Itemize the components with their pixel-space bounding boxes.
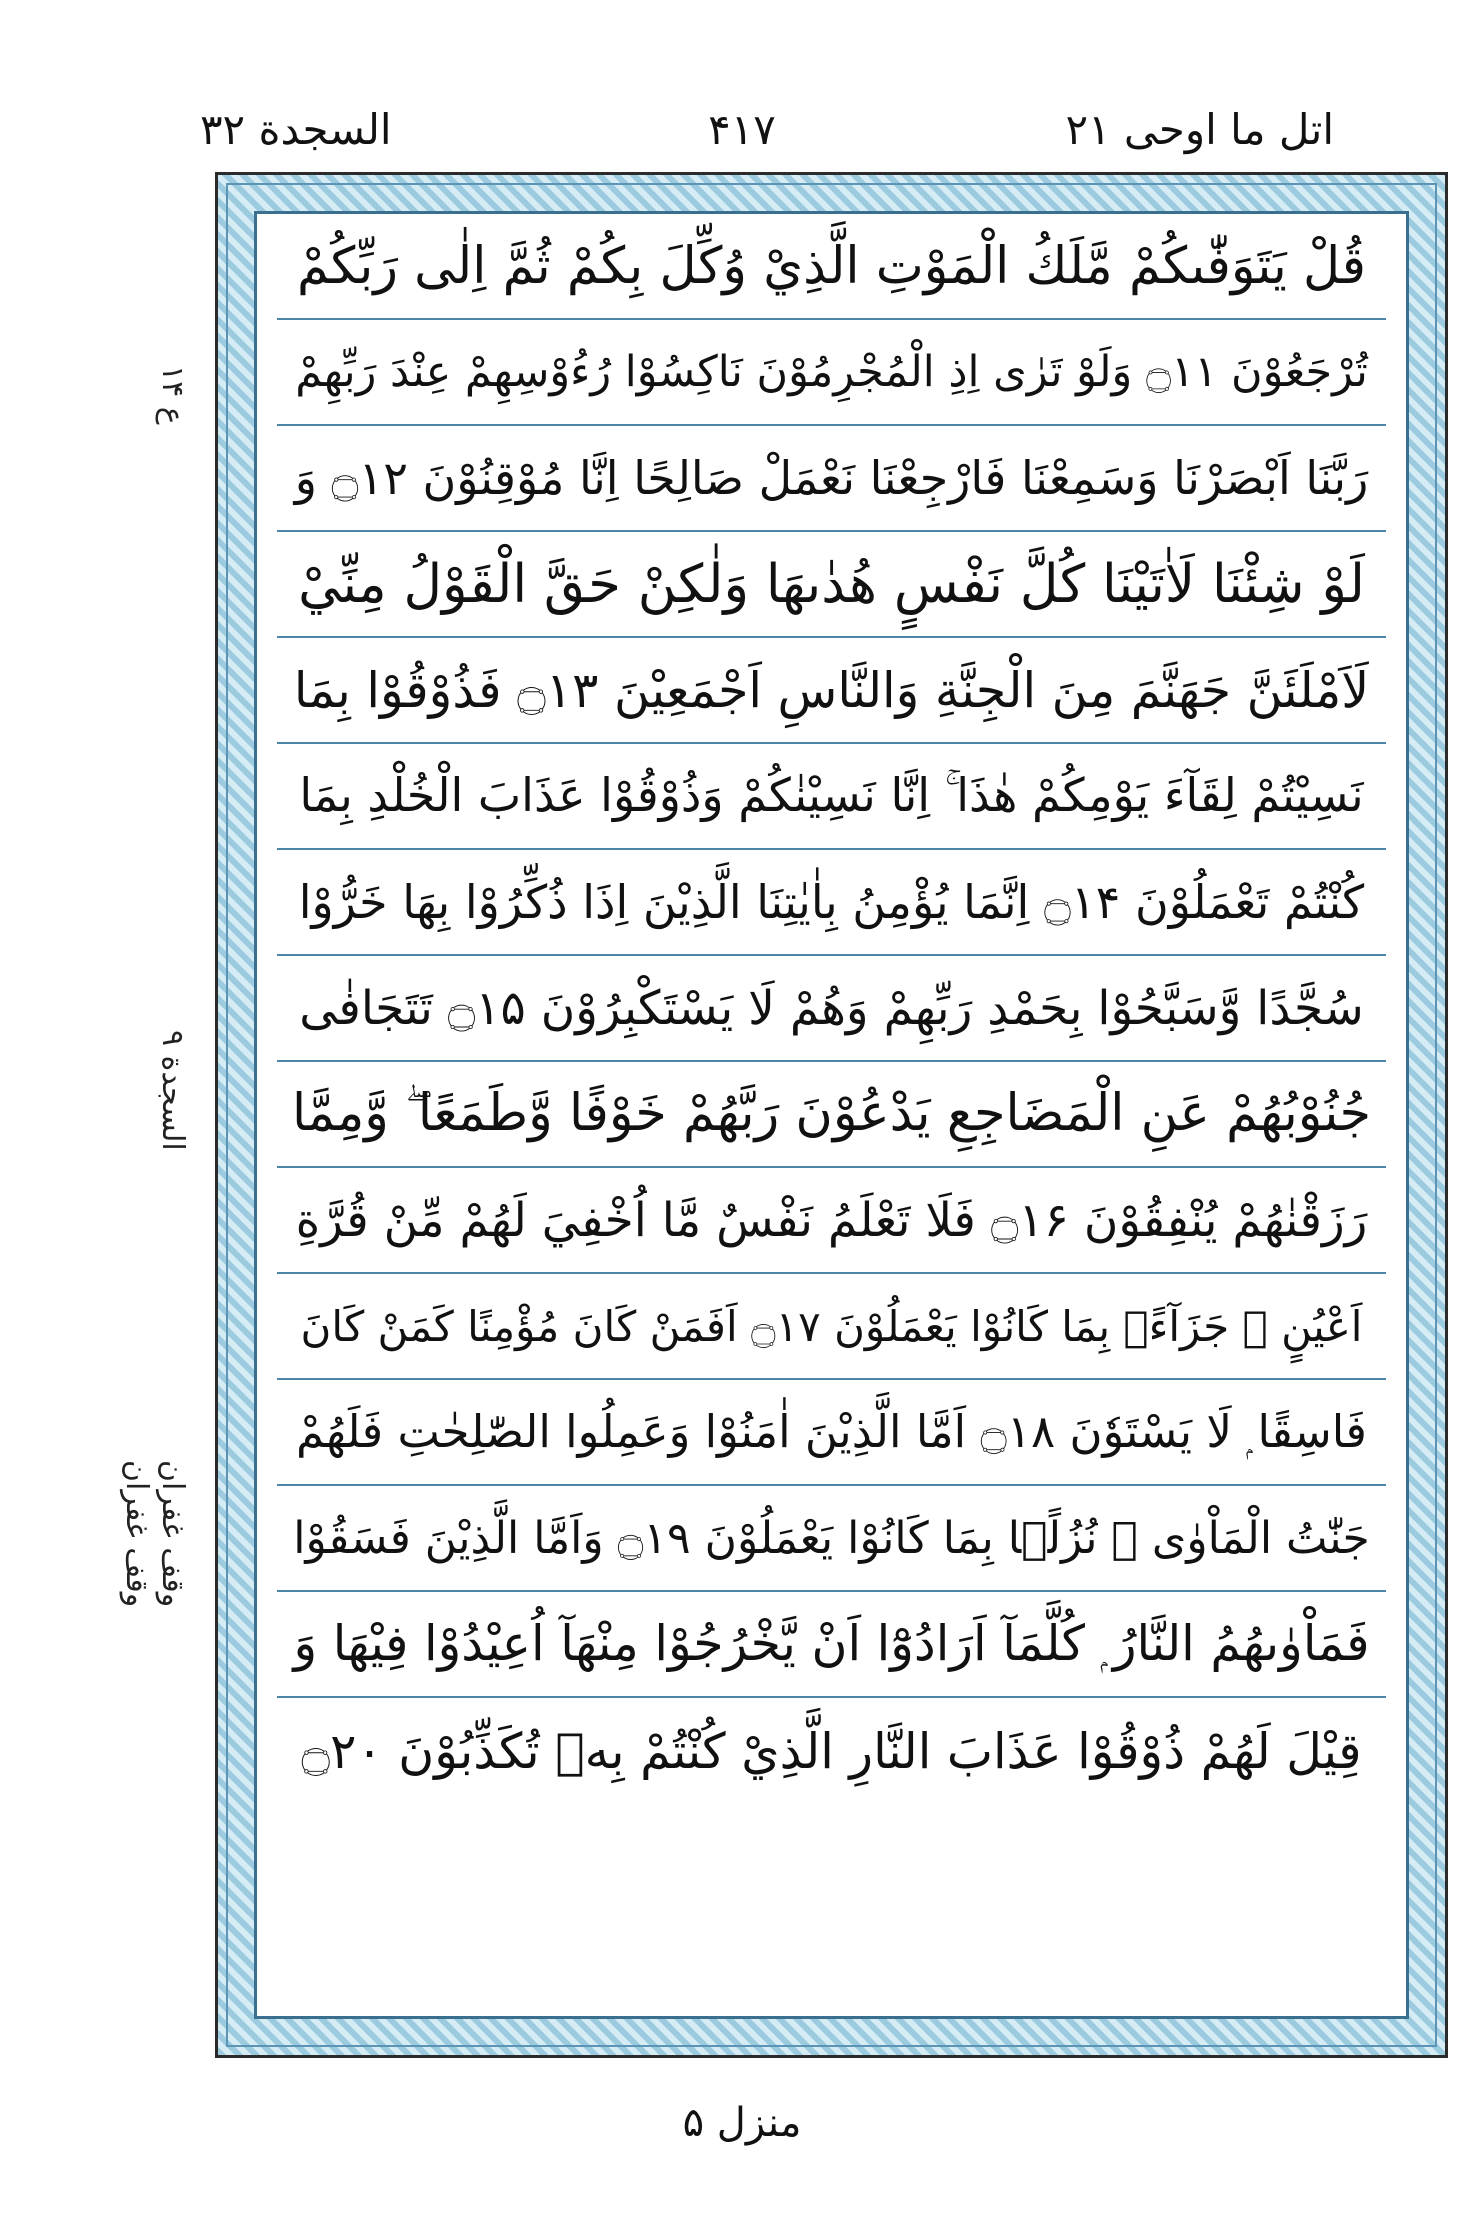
verse-line: [277, 1380, 1386, 1486]
verse-text: تُرْجَعُوْنَ ۝۱۱ وَلَوْ تَرٰى اِذِ الْمُجْرِمُوْنَ نَاكِسُوْا رُءُوْسِهِمْ عِنْدَ رَبِّهِمْ: [295, 347, 1368, 397]
verse-line: [277, 744, 1386, 850]
verse-line: [277, 532, 1386, 638]
verse-line: [277, 850, 1386, 956]
ornamental-border: [215, 172, 1448, 2058]
verse-text: كُنْتُمْ تَعْمَلُوْنَ ۝۱۴ اِنَّمَا يُؤْمِنُ بِاٰيٰتِنَا الَّذِيْنَ اِذَا ذُكِّرُوْا بِهَا خَرُّوْا: [298, 875, 1365, 929]
page-header: [0, 95, 1484, 165]
sajdah-marker: السجدة ۹: [155, 1030, 190, 1151]
verse-line: [277, 1274, 1386, 1380]
verse-text: نَسِيْتُمْ لِقَآءَ يَوْمِكُمْ هٰذَا ۚ اِنَّا نَسِيْنٰكُمْ وَذُوْقُوْا عَذَابَ الْخُلْدِ بِمَا: [299, 768, 1364, 822]
verse-line: [277, 1486, 1386, 1592]
verse-line: [277, 638, 1386, 744]
verse-text: قِيْلَ لَهُمْ ذُوْقُوْا عَذَابَ النَّارِ الَّذِيْ كُنْتُمْ بِهٖ تُكَذِّبُوْنَ ۝۲۰: [301, 1722, 1362, 1780]
waqf-marker: [118, 1460, 190, 1607]
verse-text: فَمَاْوٰىهُمُ النَّارُ ۭ كُلَّمَآ اَرَادُوْٓا اَنْ يَّخْرُجُوْا مِنْهَآ اُعِيْدُوْا فِيْهَا وَ: [293, 1615, 1370, 1672]
manzil-label: منزل ۵: [682, 2100, 802, 2146]
verse-line: [277, 1698, 1386, 1804]
verse-line: [277, 956, 1386, 1062]
verse-line: [277, 1062, 1386, 1168]
verse-text: رَبَّنَا اَبْصَرْنَا وَسَمِعْنَا فَارْجِعْنَا نَعْمَلْ صَالِحًا اِنَّا مُوْقِنُوْنَ ۝۱۲ وَ: [294, 451, 1369, 505]
verse-line: [277, 1168, 1386, 1274]
verse-text: فَاسِقًا ۭ لَا يَسْتَوٗنَ ۝۱۸ اَمَّا الَّذِيْنَ اٰمَنُوْا وَعَمِلُوا الصّٰلِحٰتِ فَلَهُمْ: [296, 1405, 1367, 1458]
waqf-line-1: وقف غفران: [155, 1460, 190, 1608]
text-panel: [254, 211, 1409, 2019]
verse-text: جَنّٰتُ الْمَاْوٰى ۡ نُزُلًۢا بِمَا كَانُوْا يَعْمَلُوْنَ ۝۱۹ وَاَمَّا الَّذِيْنَ فَسَقُوْا: [293, 1512, 1370, 1564]
verse-text: سُجَّدًا وَّسَبَّحُوْا بِحَمْدِ رَبِّهِمْ وَهُمْ لَا يَسْتَكْبِرُوْنَ ۝۱۵ تَتَجَافٰى: [299, 980, 1364, 1036]
page-number: ۴۱۷: [708, 105, 776, 154]
verse-text: قُلْ يَتَوَفّٰىكُمْ مَّلَكُ الْمَوْتِ الَّذِيْ وُكِّلَ بِكُمْ ثُمَّ اِلٰى رَبِّكُمْ: [297, 236, 1366, 296]
verse-line: [277, 214, 1386, 320]
verse-text: لَوْ شِئْنَا لَاٰتَيْنَا كُلَّ نَفْسٍ هُدٰىهَا وَلٰكِنْ حَقَّ الْقَوْلُ مِنِّيْ: [298, 553, 1365, 615]
surah-title: السجدة ۳۲: [200, 105, 392, 154]
verse-text: اَعْيُنٍ ۚ جَزَآءًۢ بِمَا كَانُوْا يَعْمَلُوْنَ ۝۱۷ اَفَمَنْ كَانَ مُؤْمِنًا كَمَنْ كَانَ: [300, 1301, 1363, 1351]
juz-title: اتل ما اوحی ۲۱: [1065, 105, 1334, 154]
ruku-marker: ع ۱۴: [155, 365, 190, 425]
verse-line: [277, 1592, 1386, 1698]
verse-text: رَزَقْنٰهُمْ يُنْفِقُوْنَ ۝۱۶ فَلَا تَعْلَمُ نَفْسٌ مَّا اُخْفِيَ لَهُمْ مِّنْ قُرَّةِ: [295, 1192, 1368, 1248]
verse-text: جُنُوْبُهُمْ عَنِ الْمَضَاجِعِ يَدْعُوْنَ رَبَّهُمْ خَوْفًا وَّطَمَعًا ۖ وَّمِمَّا: [291, 1084, 1372, 1143]
waqf-line-2: وقف غفران: [119, 1460, 154, 1608]
verse-text: لَاَمْلَئَنَّ جَهَنَّمَ مِنَ الْجِنَّةِ وَالنَّاسِ اَجْمَعِيْنَ ۝۱۳ فَذُوْقُوْا بِمَا: [293, 661, 1370, 719]
verse-line: [277, 426, 1386, 532]
verse-line: [277, 320, 1386, 426]
